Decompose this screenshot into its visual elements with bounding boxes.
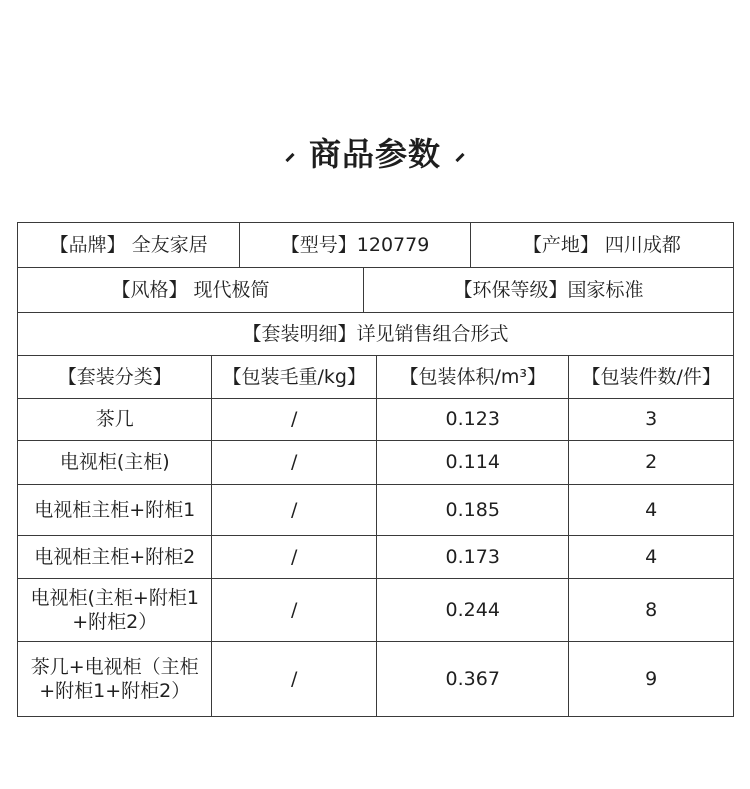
volume-cell: 0.173 [376, 536, 568, 578]
table-row [18, 578, 733, 641]
weight-cell: / [211, 441, 376, 484]
count-cell: 4 [568, 485, 733, 535]
count-cell: 8 [568, 579, 733, 641]
weight-cell: / [211, 642, 376, 716]
title-right-slash-icon [455, 152, 464, 161]
category-cell: 茶几 [95, 408, 134, 431]
table-row [18, 398, 733, 440]
eco-cell: 【环保等级】国家标准 [363, 268, 733, 312]
volume-cell: 0.367 [376, 642, 568, 716]
table-header-row [18, 355, 733, 398]
title-left-slash-icon [285, 152, 294, 161]
weight-cell: / [211, 399, 376, 440]
count-cell: 4 [568, 536, 733, 578]
volume-cell: 0.244 [376, 579, 568, 641]
table-row [18, 641, 733, 716]
header-count: 【包装件数/件】 [568, 356, 733, 398]
table-row [18, 440, 733, 484]
weight-cell: / [211, 579, 376, 641]
table-row [18, 484, 733, 535]
params-table [17, 222, 734, 717]
volume-cell: 0.114 [376, 441, 568, 484]
weight-cell: / [211, 485, 376, 535]
header-volume: 【包装体积/m³】 [376, 356, 568, 398]
model-cell: 【型号】120779 [239, 223, 469, 267]
count-cell: 9 [568, 642, 733, 716]
info-row-set-detail [18, 312, 733, 355]
page-title: 商品参数 [308, 135, 441, 173]
origin-cell: 【产地】 四川成都 [470, 223, 733, 267]
volume-cell: 0.123 [376, 399, 568, 440]
count-cell: 3 [568, 399, 733, 440]
category-cell: 电视柜主柜+附柜1 [34, 498, 196, 521]
brand-cell: 【品牌】 全友家居 [49, 233, 208, 256]
count-cell: 2 [568, 441, 733, 484]
category-cell: 电视柜(主柜) [59, 451, 170, 474]
section-title [0, 128, 750, 176]
category-cell: 茶几+电视柜（主柜 +附柜1+附柜2） [30, 655, 199, 702]
info-row-style [18, 267, 733, 312]
table-row [18, 535, 733, 578]
volume-cell: 0.185 [376, 485, 568, 535]
header-weight: 【包装毛重/kg】 [211, 356, 376, 398]
category-cell: 电视柜主柜+附柜2 [34, 545, 196, 568]
weight-cell: / [211, 536, 376, 578]
set-detail-cell: 【套装明细】详见销售组合形式 [242, 322, 509, 345]
header-category: 【套装分类】 [57, 365, 172, 388]
info-row-brand [18, 223, 733, 267]
category-cell: 电视柜(主柜+附柜1 +附柜2） [30, 586, 199, 633]
style-cell: 【风格】 现代极简 [111, 278, 270, 301]
